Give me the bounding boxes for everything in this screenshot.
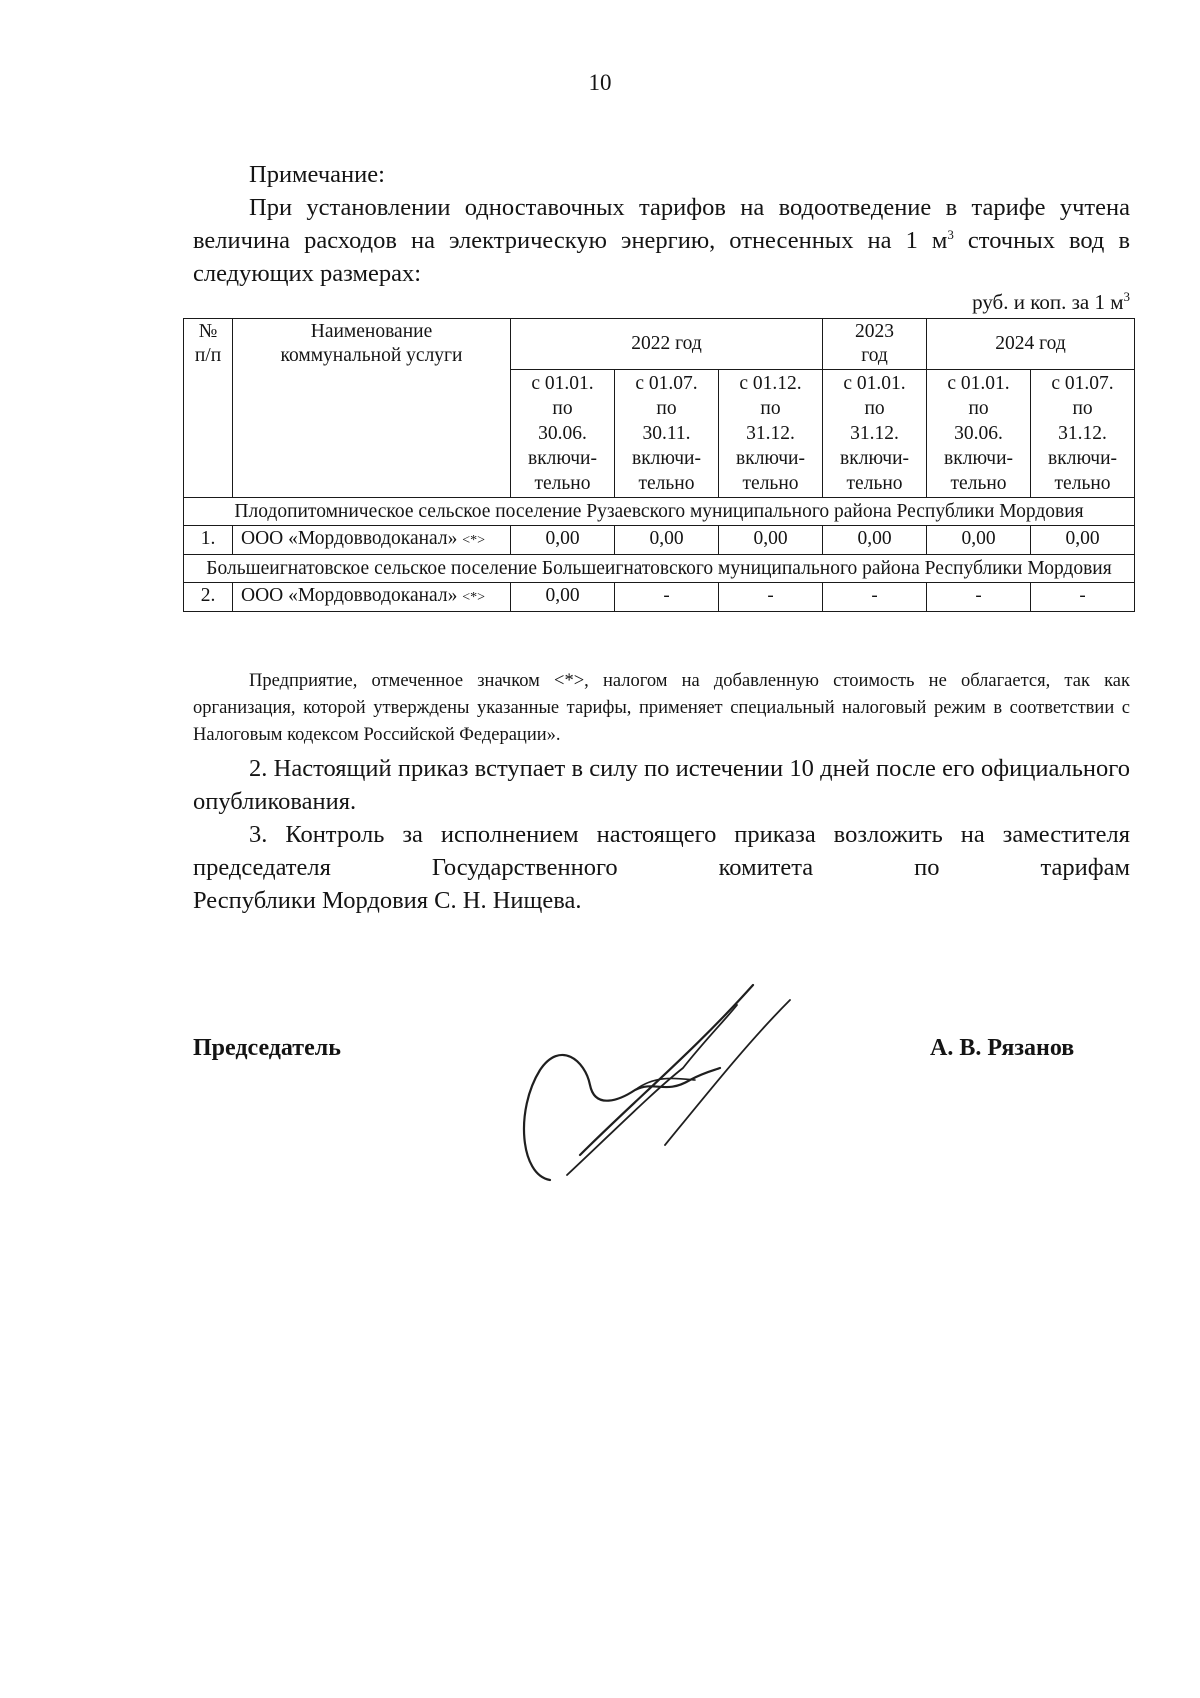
section-row [184, 498, 1135, 526]
row-org: ООО «Мордовводоканал» <*> [233, 526, 511, 555]
value-cell: 0,00 [615, 526, 719, 555]
header-row [184, 319, 1135, 370]
clause-3: 3. Контроль за исполнением настоящего приказа возложить на заместителя председателя Государственного комитета по тарифам [193, 821, 1130, 881]
period-cell: с 01.01. по 30.06. включи- тельно [511, 370, 615, 498]
value-cell: 0,00 [1031, 526, 1135, 555]
value-cell: 0,00 [719, 526, 823, 555]
value-cell: - [1031, 583, 1135, 612]
header-year-2023: 2023 год [823, 319, 927, 370]
header-num: № п/п [184, 319, 233, 498]
units-label: руб. и коп. за 1 $м^3$ [972, 289, 1130, 314]
clauses-section [193, 752, 1130, 917]
table-row [184, 526, 1135, 555]
page-number: 10 [588, 70, 612, 95]
value-cell: - [823, 583, 927, 612]
value-cell: 0,00 [927, 526, 1031, 555]
signer-name: А. В. Рязанов [930, 1035, 1075, 1061]
clause-3-tail: Республики Мордовия С. Н. Нищева. [193, 887, 582, 914]
row-num: 2. [184, 583, 233, 612]
value-cell: - [927, 583, 1031, 612]
clause-2: 2. Настоящий приказ вступает в силу по истечении 10 дней после его официального опубликования. [193, 755, 1130, 815]
period-cell: с 01.12. по 31.12. включи- тельно [719, 370, 823, 498]
value-cell: - [719, 583, 823, 612]
tariff-table [183, 318, 1135, 612]
note-section [193, 158, 1130, 290]
row-org: ООО «Мордовводоканал» <*> [233, 583, 511, 612]
signer-title: Председатель [193, 1035, 341, 1061]
section-title: Большеигнатовское сельское поселение Большеигнатовского муниципального района Республики Мордовия [184, 555, 1135, 583]
header-name: Наименование коммунальной услуги [233, 319, 511, 498]
value-cell: 0,00 [511, 583, 615, 612]
header-year-2022: 2022 год [511, 319, 823, 370]
footnote: Предприятие, отмеченное значком <*>, налогом на добавленную стоимость не облагается, так как организация, которой утверждены указанные тарифы, применяет специальный налоговый режим в соответствии с Налоговым кодексом Российской Федерации». [193, 671, 1130, 745]
value-cell: 0,00 [823, 526, 927, 555]
note-title: Примечание: [249, 161, 385, 188]
table-row [184, 583, 1135, 612]
period-cell: с 01.07. по 30.11. включи- тельно [615, 370, 719, 498]
signature-image [515, 980, 805, 1200]
note-body: При установлении одноставочных тарифов на водоотведение в тарифе учтена величина расходов на электрическую энергию, отнесенных на 1 $м^3$ сточных вод в следующих размерах: [193, 194, 1131, 287]
row-num: 1. [184, 526, 233, 555]
section-title: Плодопитомническое сельское поселение Рузаевского муниципального района Республики Мордовия [184, 498, 1135, 526]
value-cell: - [615, 583, 719, 612]
period-cell: с 01.01. по 31.12. включи- тельно [823, 370, 927, 498]
period-cell: с 01.07. по 31.12. включи- тельно [1031, 370, 1135, 498]
section-row [184, 555, 1135, 583]
period-cell: с 01.01. по 30.06. включи- тельно [927, 370, 1031, 498]
value-cell: 0,00 [511, 526, 615, 555]
header-year-2024: 2024 год [927, 319, 1135, 370]
